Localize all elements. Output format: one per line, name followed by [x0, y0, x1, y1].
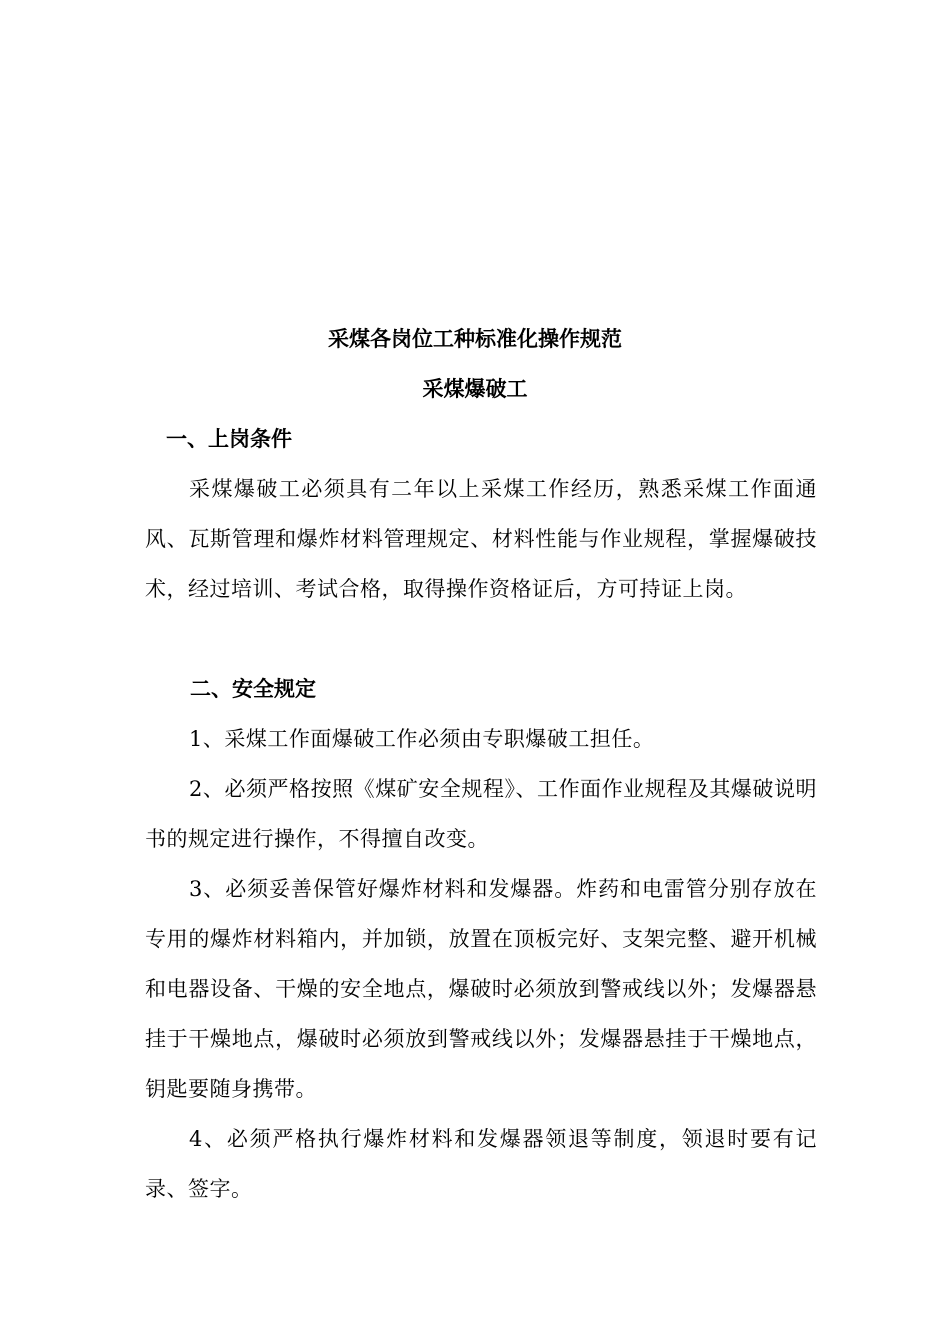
document-title: 采煤各岗位工种标准化操作规范 — [328, 327, 622, 351]
safety-rule-4: 4、必须严格执行爆炸材料和发爆器领退等制度，领退时要有记录、签字。 — [145, 1127, 817, 1201]
safety-rule-1: 1、采煤工作面爆破工作必须由专职爆破工担任。 — [189, 727, 655, 751]
safety-rule-3: 3、必须妥善保管好爆炸材料和发爆器。炸药和电雷管分别存放在专用的爆炸材料箱内，并加锁，放置在顶板完好、支架完整、避开机械和电器设备、干燥的安全地点，爆破时必须放到警戒线以外；发爆器悬挂于干燥地点，爆破时必须放到警戒线以外；发爆器悬挂于干燥地点，钥匙要随身携带。 — [145, 877, 817, 1101]
section-heading-safety-rules: 二、安全规定 — [190, 677, 316, 701]
document-subtitle: 采煤爆破工 — [422, 377, 528, 401]
paragraph-job-requirements: 采煤爆破工必须具有二年以上采煤工作经历，熟悉采煤工作面通风、瓦斯管理和爆炸材料管理规定、材料性能与作业规程，掌握爆破技术，经过培训、考试合格，取得操作资格证后，方可持证上岗。 — [145, 477, 817, 601]
safety-rule-2: 2、必须严格按照《煤矿安全规程》、工作面作业规程及其爆破说明书的规定进行操作，不得擅自改变。 — [145, 777, 817, 851]
section-heading-job-requirements: 一、上岗条件 — [166, 427, 292, 451]
